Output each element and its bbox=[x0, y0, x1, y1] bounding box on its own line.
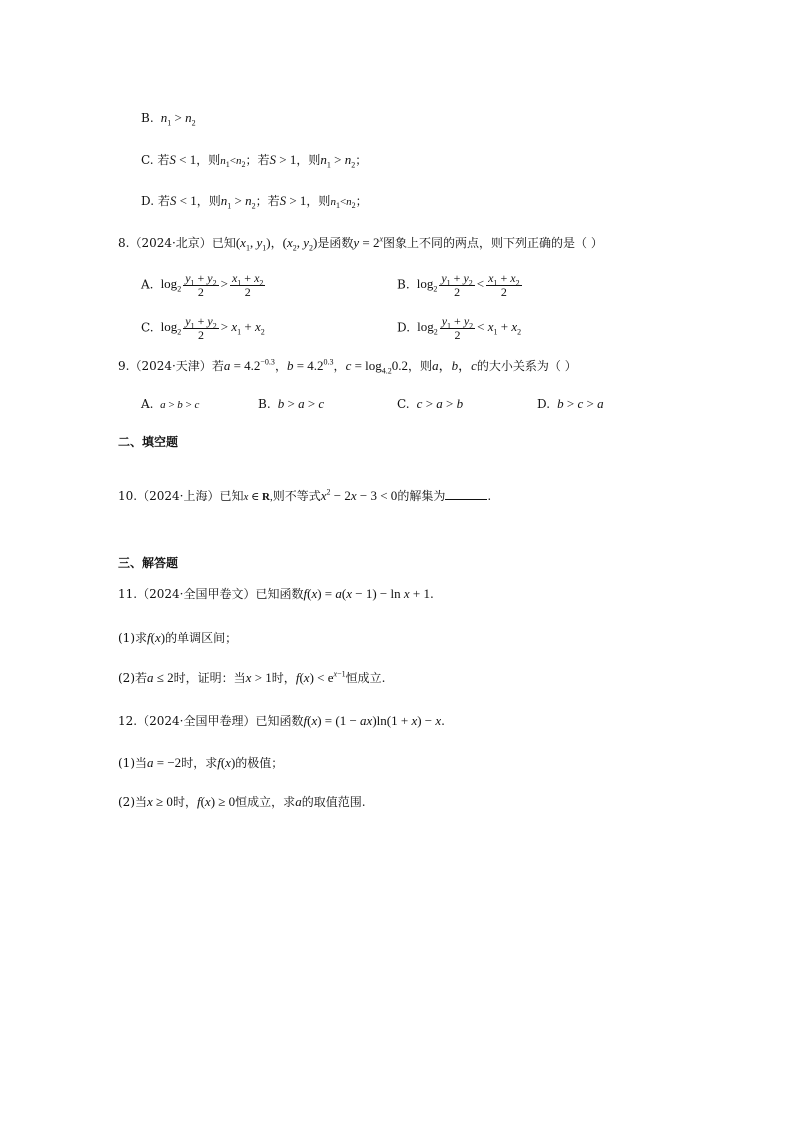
text: 若 bbox=[157, 153, 170, 167]
math-expression: S < 1 bbox=[169, 193, 197, 208]
math-expression: $n_1 > n_2$ bbox=[320, 152, 356, 170]
math-expression: a = −2 bbox=[147, 755, 182, 770]
math-expression: $x^2 - 2x - 3 < 0$ bbox=[320, 487, 398, 503]
text: 若 bbox=[135, 671, 148, 685]
math-expression: ($x_1$, $y_1$) bbox=[235, 235, 271, 253]
math-expression: $n_1<n_2$ bbox=[330, 196, 356, 211]
q8-stem: 8.（2024·北京）已知($x_1$, $y_1$)，($x_2$, $y_2$)是函数$y = 2^x$图象上不同的两点，则下列正确的是（ ） bbox=[118, 234, 603, 253]
math-expression: b > a > c bbox=[277, 396, 325, 411]
question-source: （2024·全国甲卷理） bbox=[137, 714, 256, 728]
q12-part2 bbox=[118, 792, 366, 812]
question-number: 8. bbox=[118, 236, 130, 250]
q11-stem bbox=[118, 584, 434, 604]
text: ，则 bbox=[196, 194, 221, 208]
section-heading: 三、解答题 bbox=[118, 556, 179, 570]
text: 的取值范围. bbox=[301, 795, 366, 809]
math-expression: $\log_2$ $\frac{y_1 + y_2}{2}$ < $x_1 + x_2$ bbox=[413, 314, 522, 342]
math-expression: $\log_2$ $\frac{y_1 + y_2}{2}$ < $\frac{x_1 + x_2}{2}$ bbox=[413, 271, 520, 299]
option-label: D. bbox=[397, 320, 411, 335]
part-label: (2) bbox=[118, 795, 135, 809]
text: 时，证明：当 bbox=[173, 671, 246, 685]
option-label: A. bbox=[141, 277, 154, 292]
question-number: 12. bbox=[118, 714, 138, 728]
math-expression: $y = 2^x$ bbox=[353, 234, 384, 250]
q8-option-d bbox=[397, 315, 521, 342]
text: 图象上不同的两点，则下列正确的是（ ） bbox=[383, 236, 603, 250]
q12-stem bbox=[118, 711, 445, 731]
q7-option-d bbox=[141, 191, 368, 212]
option-label: B. bbox=[397, 277, 410, 292]
text: 恒成立. bbox=[345, 671, 386, 685]
q9-option-d bbox=[537, 394, 604, 414]
text: ；若 bbox=[245, 153, 270, 167]
part-label: (1) bbox=[118, 631, 135, 645]
math-expression: $\log_2$ $\frac{y_1 + y_2}{2}$ > $\frac{x_1 + x_2}{2}$ bbox=[157, 271, 264, 299]
text: 是函数 bbox=[317, 236, 354, 250]
text: 时， bbox=[172, 795, 197, 809]
question-number: 10. bbox=[118, 489, 138, 503]
text: 当 bbox=[135, 795, 148, 809]
math-expression: x > 1 bbox=[245, 670, 272, 685]
q7-option-b bbox=[141, 108, 196, 128]
text: 已知 bbox=[219, 489, 244, 503]
text: . bbox=[487, 489, 492, 503]
q7-option-c bbox=[141, 150, 367, 171]
text: 若 bbox=[157, 194, 170, 208]
question-source: （2024·全国甲卷文） bbox=[137, 587, 256, 601]
question-number: 11. bbox=[118, 587, 138, 601]
math-expression: f(x) bbox=[217, 755, 236, 770]
math-expression: $b = 4.2^{0.3}$ bbox=[286, 357, 334, 373]
q9-option-c bbox=[397, 394, 463, 414]
option-label: C. bbox=[397, 397, 410, 411]
math-expression: $a = 4.2^{-0.3}$ bbox=[223, 357, 275, 373]
math-expression: S < 1 bbox=[169, 152, 197, 167]
option-label: A. bbox=[141, 397, 154, 411]
text: 求 bbox=[135, 631, 148, 645]
option-label: C. bbox=[141, 320, 154, 335]
q11-part2 bbox=[118, 668, 385, 688]
part-label: (2) bbox=[118, 671, 135, 685]
math-expression: S > 1 bbox=[269, 152, 297, 167]
option-label: C. bbox=[141, 153, 154, 167]
answer-blank[interactable] bbox=[445, 486, 487, 500]
text: 的大小关系为（ ） bbox=[476, 359, 577, 373]
q11-part1 bbox=[118, 628, 237, 648]
text: ； bbox=[355, 153, 368, 167]
math-expression: $\log_2$ $\frac{y_1 + y_2}{2}$ > $x_1 + x_2$ bbox=[157, 314, 265, 342]
math-expression: x ∈ R, bbox=[243, 491, 273, 503]
math-expression: a ≤ 2 bbox=[147, 670, 174, 685]
text: ，则 bbox=[196, 153, 221, 167]
q9-stem bbox=[118, 356, 577, 376]
part-label: (1) bbox=[118, 756, 135, 770]
text: ，则 bbox=[306, 194, 331, 208]
text: ；若 bbox=[255, 194, 280, 208]
text: . bbox=[430, 587, 434, 601]
text: 恒成立，求 bbox=[235, 795, 296, 809]
question-source: （2024·上海） bbox=[137, 489, 220, 503]
text: 的解集为 bbox=[397, 489, 446, 503]
math-expression: $n_1<n_2$ bbox=[220, 155, 246, 170]
text: 已知函数 bbox=[255, 587, 304, 601]
q10-stem bbox=[118, 486, 491, 507]
section-heading: 二、填空题 bbox=[118, 435, 179, 449]
text: ， bbox=[274, 359, 287, 373]
text: 已知函数 bbox=[255, 714, 304, 728]
math-expression: f(x) ≥ 0 bbox=[196, 794, 236, 809]
math-expression: f(x) = a(x − 1) − ln x + 1 bbox=[303, 586, 430, 601]
math-expression: f(x) = (1 − ax)ln(1 + x) − x bbox=[303, 713, 442, 728]
q8-option-c bbox=[141, 315, 265, 342]
text: 当 bbox=[135, 756, 148, 770]
math-expression: ($x_2$, $y_2$) bbox=[282, 235, 318, 253]
option-label: B. bbox=[258, 397, 271, 411]
text: 时，求 bbox=[181, 756, 218, 770]
q8-option-a bbox=[141, 272, 267, 299]
math-expression: $n_1 > n_2$ bbox=[220, 193, 256, 211]
text: 则不等式 bbox=[272, 489, 321, 503]
math-expression: x ≥ 0 bbox=[147, 794, 173, 809]
math-expression: $n_1 > n_2$ bbox=[160, 110, 196, 128]
text: 的极值； bbox=[235, 756, 284, 770]
text: ， bbox=[333, 359, 346, 373]
option-label: D. bbox=[141, 194, 155, 208]
text: 若 bbox=[211, 359, 224, 373]
q9-option-a bbox=[141, 394, 199, 415]
text: . bbox=[441, 714, 445, 728]
math-expression: $c = \log_{4.2}0.2$ bbox=[345, 358, 409, 376]
text: ，则 bbox=[408, 359, 433, 373]
math-expression: a bbox=[295, 794, 302, 809]
math-expression: a，b，c bbox=[432, 358, 477, 373]
text: ； bbox=[355, 194, 368, 208]
question-source: （2024·北京） bbox=[129, 236, 212, 250]
question-number: 9. bbox=[118, 359, 130, 373]
q9-option-b bbox=[258, 394, 324, 414]
math-expression: a > b > c bbox=[160, 399, 200, 411]
math-expression: $f(x) < e^{x-1}$ bbox=[295, 669, 346, 685]
q12-part1 bbox=[118, 753, 283, 773]
math-expression: b > c > a bbox=[557, 396, 604, 411]
option-label: B. bbox=[141, 111, 154, 125]
text: 已知 bbox=[211, 236, 236, 250]
math-expression: f(x) bbox=[147, 630, 166, 645]
text: 时， bbox=[271, 671, 296, 685]
math-expression: c > a > b bbox=[416, 396, 464, 411]
q8-option-b bbox=[397, 272, 524, 299]
option-label: D. bbox=[537, 397, 551, 411]
text: ，则 bbox=[296, 153, 321, 167]
math-expression: S > 1 bbox=[279, 193, 307, 208]
question-source: （2024·天津） bbox=[129, 359, 212, 373]
text: 的单调区间； bbox=[165, 631, 238, 645]
